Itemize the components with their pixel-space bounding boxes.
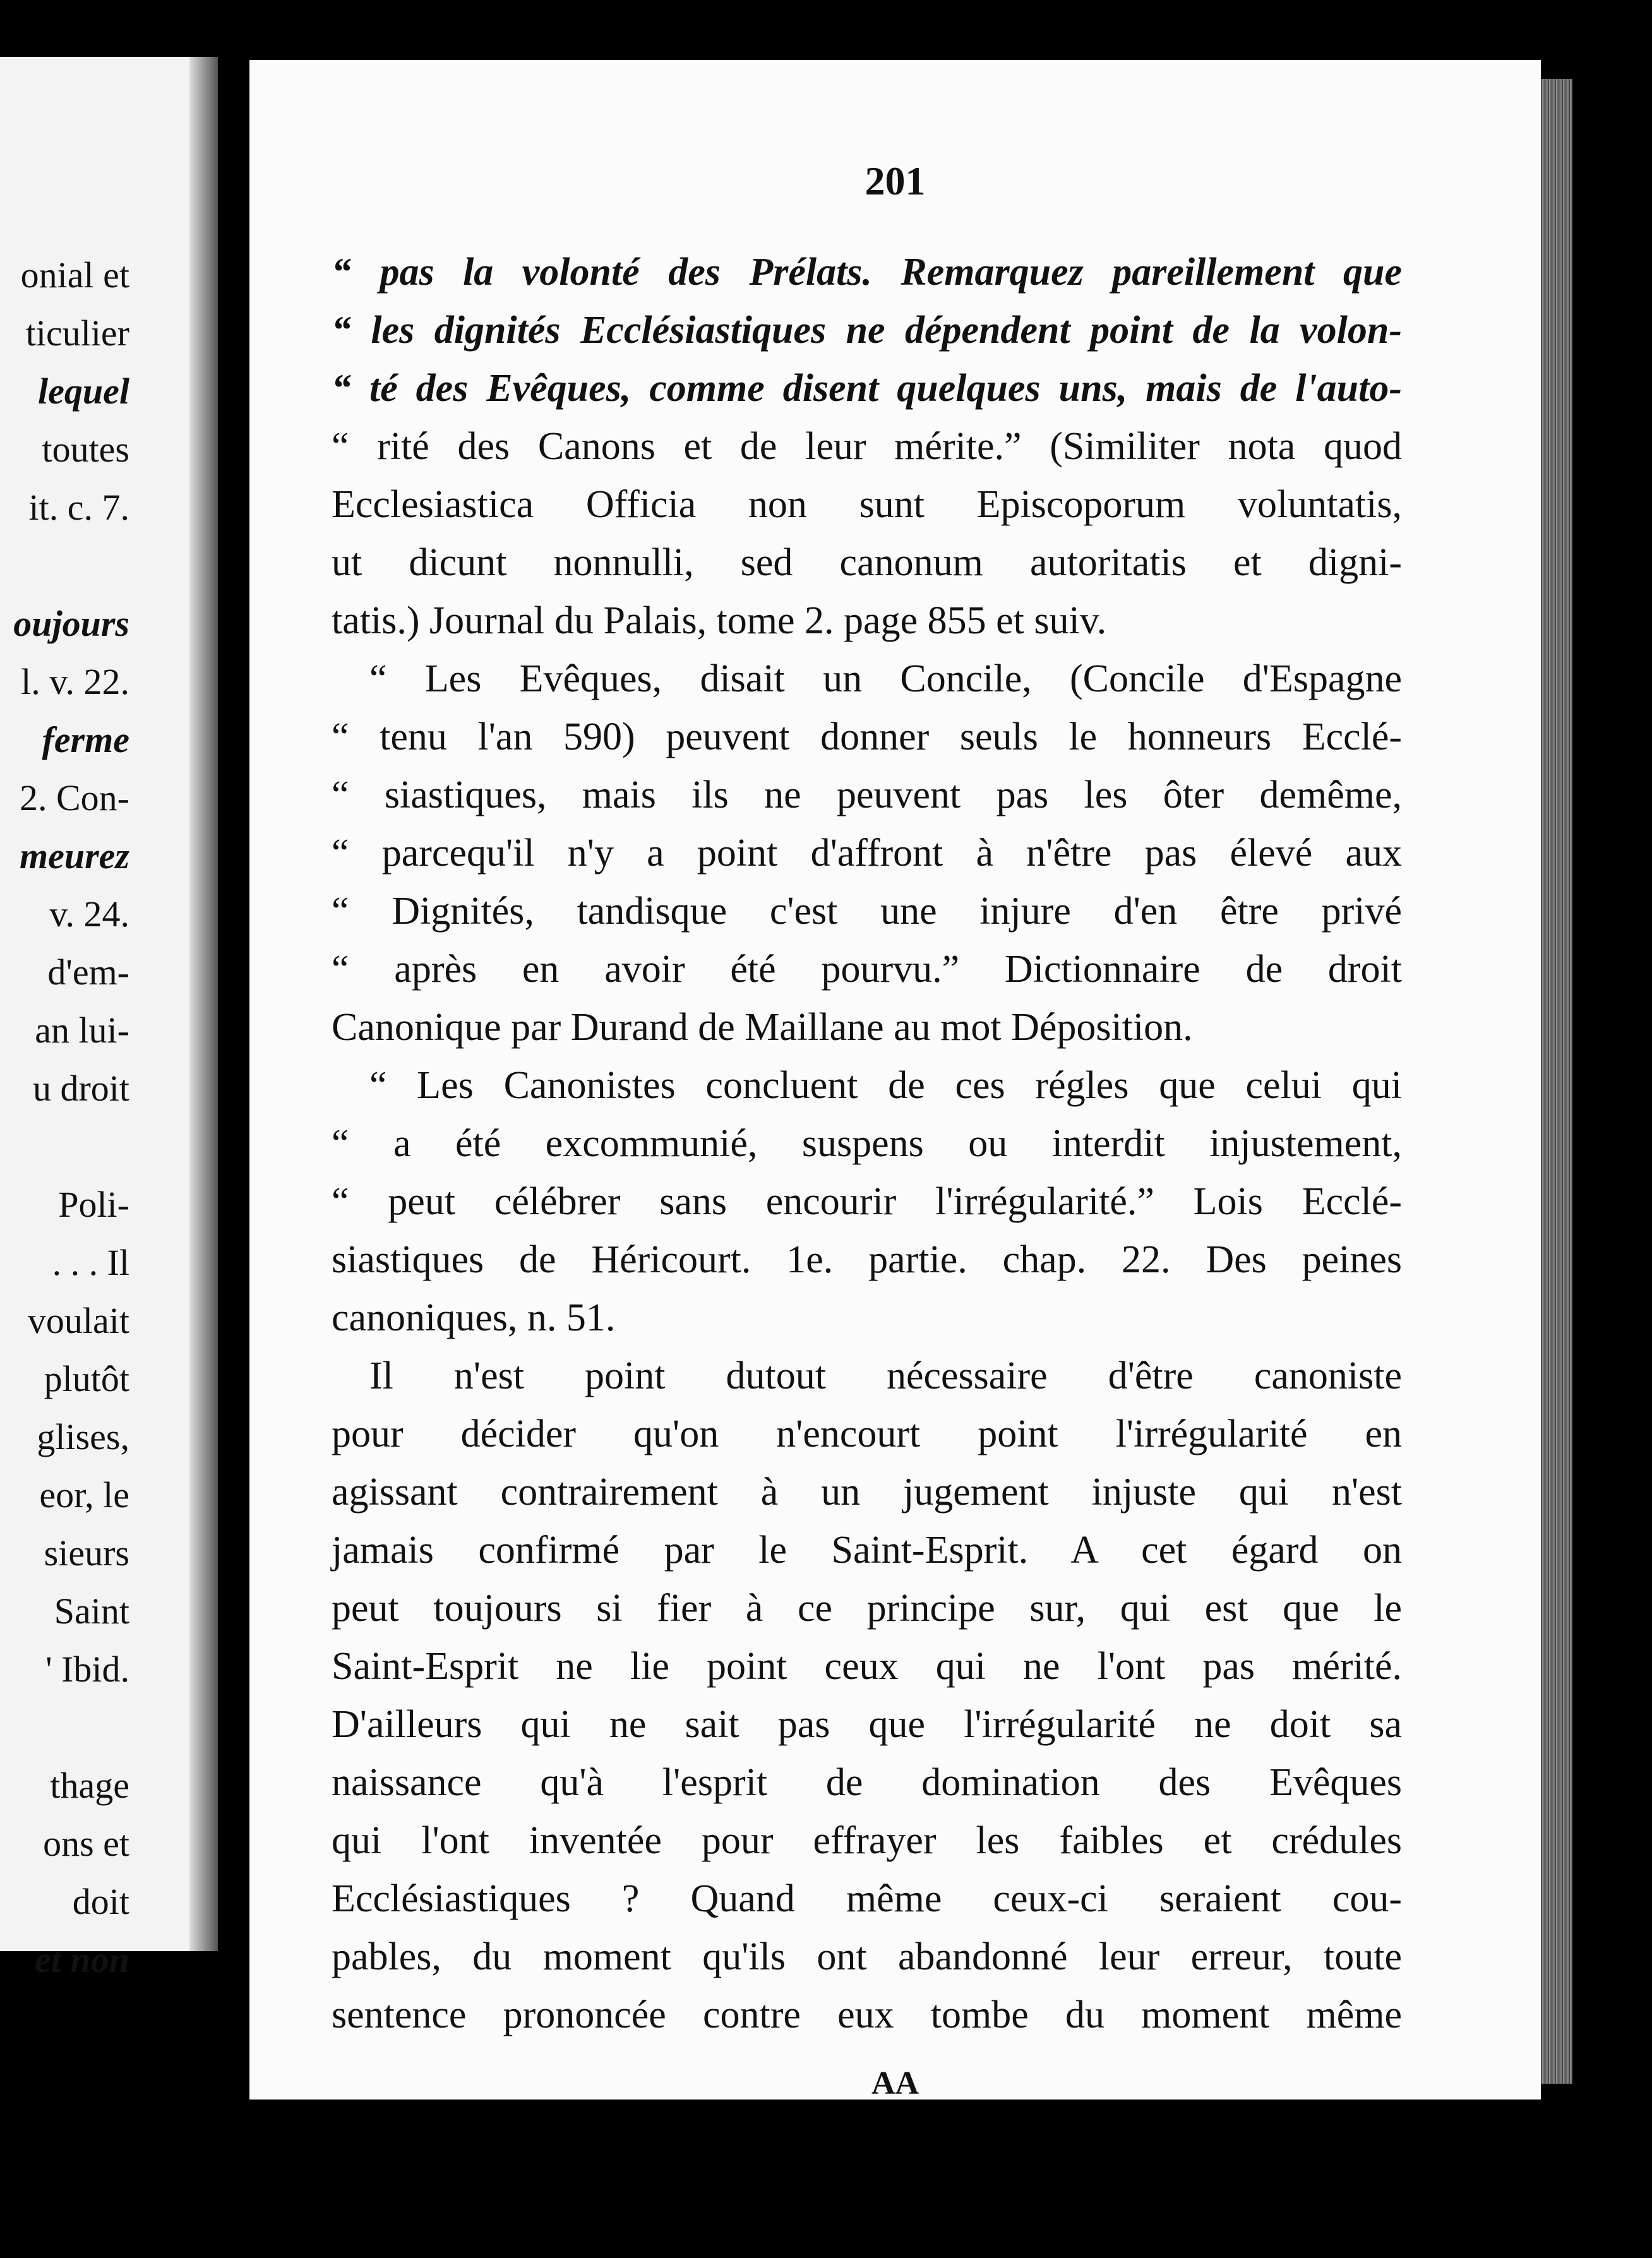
left-line: ' Ibid. [45, 1649, 129, 1690]
text-line: siastiques de Héricourt. 1e. partie. chap. 22. Des peines [332, 1238, 1402, 1281]
left-line: ons et [43, 1823, 129, 1864]
left-line: meurez [20, 835, 129, 876]
page-body [332, 243, 1402, 2044]
left-line: lequel [38, 371, 129, 412]
text-line: pables, du moment qu'ils ont abandonné leur erreur, toute [332, 1935, 1402, 1978]
left-line: doit [72, 1881, 129, 1922]
left-line: u droit [32, 1068, 129, 1109]
left-line [0, 1118, 218, 1176]
left-line: oujours [13, 603, 129, 644]
left-line: Poli- [58, 1184, 129, 1225]
left-line: d'em- [47, 952, 129, 993]
left-line: it. c. 7. [28, 487, 129, 528]
page-number: 201 [865, 158, 926, 203]
text-line: “ Dignités, tandisque c'est une injure d'en être privé [332, 890, 1402, 933]
text-line: D'ailleurs qui ne sait pas que l'irrégularité ne doit sa [332, 1703, 1402, 1746]
text-line: Il n'est point dutout nécessaire d'être canoniste [369, 1354, 1402, 1397]
text-line: agissant contrairement à un jugement injuste qui n'est [332, 1471, 1402, 1514]
left-line: onial et [20, 254, 129, 296]
text-line: Saint-Esprit ne lie point ceux qui ne l'ont pas mérité. [332, 1645, 1402, 1688]
text-line: naissance qu'à l'esprit de domination des Evêques [332, 1761, 1402, 1804]
left-line [0, 537, 218, 595]
text-line: “ té des Evêques, comme disent quelques uns, mais de l'auto- [332, 367, 1402, 410]
left-line [0, 1699, 218, 1757]
left-line: an lui- [35, 1010, 129, 1051]
text-line: ut dicunt nonnulli, sed canonum autoritatis et digni- [332, 541, 1402, 584]
book-page [249, 60, 1541, 2100]
text-line: sentence prononcée contre eux tombe du moment même [332, 1993, 1402, 2036]
text-line: “ Les Evêques, disait un Concile, (Concile d'Espagne [369, 657, 1402, 700]
text-line: “ pas la volonté des Prélats. Remarquez pareillement que [332, 251, 1402, 294]
text-line: “ siastiques, mais ils ne peuvent pas les ôter demême, [332, 774, 1402, 816]
text-line: pour décider qu'on n'encourt point l'irrégularité en [332, 1413, 1402, 1455]
left-line: . . . Il [52, 1242, 129, 1283]
text-line: canoniques, n. 51. [332, 1296, 616, 1339]
text-line: Ecclésiastiques ? Quand même ceux-ci seraient cou- [332, 1877, 1402, 1920]
text-line: “ parcequ'il n'y a point d'affront à n'être pas élevé aux [332, 832, 1402, 875]
text-line: jamais confirmé par le Saint-Esprit. A cet égard on [332, 1529, 1402, 1572]
left-line: glises, [37, 1416, 129, 1457]
left-line: ferme [42, 719, 129, 760]
previous-page [0, 57, 218, 1980]
previous-page-edge [189, 57, 218, 1951]
left-line: et non [35, 1939, 129, 1980]
text-line: “ a été excommunié, suspens ou interdit injustement, [332, 1122, 1402, 1165]
text-line: “ Les Canonistes concluent de ces régles que celui qui [369, 1064, 1402, 1107]
text-line: Ecclesiastica Officia non sunt Episcoporum voluntatis, [332, 483, 1402, 526]
text-line: “ après en avoir été pourvu.” Dictionnaire de droit [332, 948, 1402, 991]
left-line: toutes [42, 429, 129, 470]
text-line: Canonique par Durand de Maillane au mot Déposition. [332, 1006, 1193, 1049]
text-line: tatis.) Journal du Palais, tome 2. page 855 et suiv. [332, 599, 1107, 642]
text-line: peut toujours si fier à ce principe sur, qui est que le [332, 1587, 1402, 1630]
left-line: sieurs [44, 1532, 129, 1574]
left-line: Saint [54, 1591, 129, 1632]
left-line: v. 24. [49, 893, 129, 935]
text-line: “ peut célébrer sans encourir l'irrégularité.” Lois Ecclé- [332, 1180, 1402, 1223]
left-line: ticulier [25, 313, 129, 354]
left-line: 2. Con- [20, 777, 129, 818]
text-line: “ tenu l'an 590) peuvent donner seuls le honneurs Ecclé- [332, 715, 1402, 758]
text-line: qui l'ont inventée pour effrayer les faibles et crédules [332, 1819, 1402, 1862]
previous-page-text [0, 246, 218, 1989]
text-line: “ les dignités Ecclésiastiques ne dépendent point de la volon- [332, 309, 1402, 352]
text-line: “ rité des Canons et de leur mérite.” (Similiter nota quod [332, 425, 1402, 468]
left-line: thage [50, 1765, 129, 1806]
left-line: plutôt [44, 1358, 129, 1399]
left-line: eor, le [39, 1474, 129, 1515]
left-line: voulait [27, 1300, 129, 1341]
left-line: l. v. 22. [21, 661, 129, 702]
signature-mark: AA [871, 2065, 919, 2101]
